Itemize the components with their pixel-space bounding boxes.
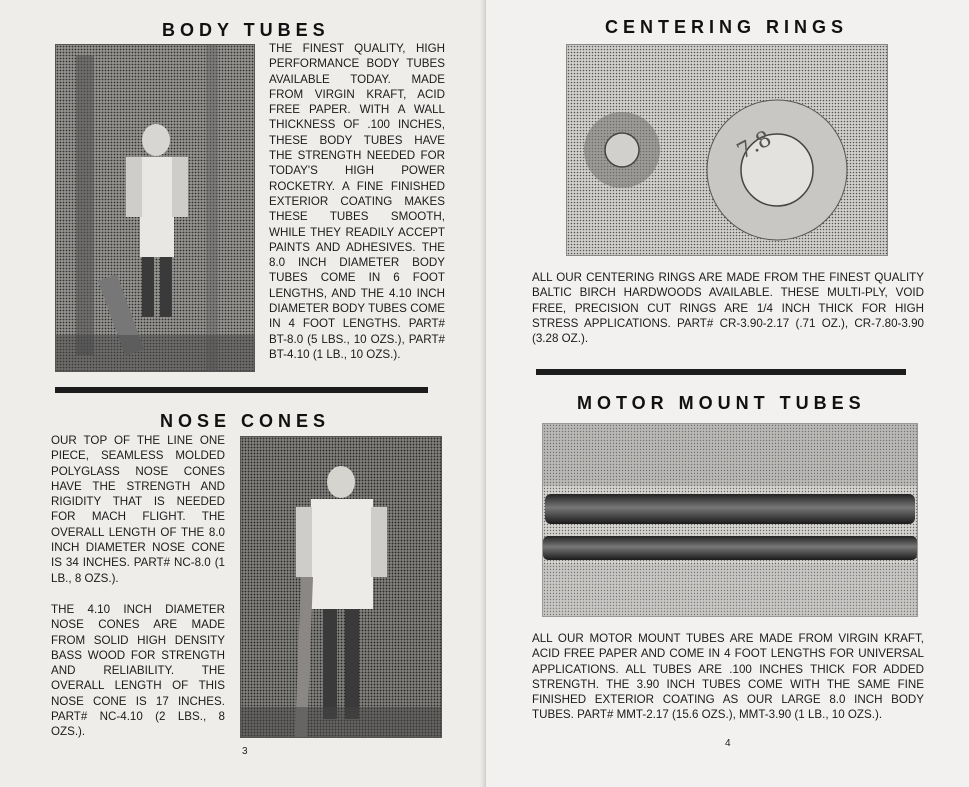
page-number-left: 3 — [242, 746, 248, 757]
nose-cones-description-1: OUR TOP OF THE LINE ONE PIECE, SEAMLESS MOLDED POLYGLASS NOSE CONES HAVE THE STRENGTH AND RIGIDITY THAT IS NEEDED FOR MACH FLIGHT. THE OVERALL LENGTH OF THE 8.0 INCH DIAMETER NOSE CONE IS 34 INCHES. PART# NC-8.0 (1 LB., 8 OZS.). — [51, 434, 225, 585]
motor-mount-tubes-description: ALL OUR MOTOR MOUNT TUBES ARE MADE FROM VIRGIN KRAFT, ACID FREE PAPER AND COME IN 4 FOOT LENGTHS FOR UNIVERSAL APPLICATIONS. ALL TUBES ARE .100 INCHES THICK FOR ADDED STRENGTH. THE 3.90 INCH TUBES COME WITH THE SAME FINE FINISHED EXTERIOR COATING AS OUR LARGE 8.0 INCH BODY TUBES. PART# MMT-2.17 (15.6 OZS.), MMT-3.90 (1 LB., 10 OZS.). — [532, 632, 924, 722]
centering-rings-heading: CENTERING RINGS — [605, 17, 849, 37]
section-divider-right — [536, 369, 906, 375]
ring-size-label: 7.8 — [733, 126, 776, 165]
page-number-right: 4 — [725, 738, 731, 749]
body-tubes-description: THE FINEST QUALITY, HIGH PERFORMANCE BODY TUBES AVAILABLE TODAY. MADE FROM VIRGIN KRAFT, ACID FREE PAPER. WITH A WALL THICKNESS OF .100 INCHES, THESE BODY TUBES HAVE THE STRENGTH NEEDED FOR TODAY'S HIGH POWER ROCKETRY. A FINE FINISHED EXTERIOR COATING MAKES THESE TUBES SMOOTH, WHILE THEY READILY ACCEPT PAINTS AND ADHESIVES. THE 8.0 INCH DIAMETER BODY TUBES COME IN 6 FOOT LENGTHS, AND THE 4.10 INCH DIAMETER BODY TUBES COME IN 4 FOOT LENGTHS. PART# BT-8.0 (5 LBS., 10 OZS.), PART# BT-4.10 (1 LB., 10 OZS.). — [269, 42, 445, 361]
right-page — [486, 0, 969, 787]
motor-mount-tubes-heading: MOTOR MOUNT TUBES — [577, 393, 866, 413]
body-tubes-heading: BODY TUBES — [162, 20, 330, 40]
nose-cones-heading: NOSE CONES — [160, 411, 331, 431]
section-divider — [55, 387, 428, 393]
centering-rings-photo — [566, 44, 888, 256]
motor-mount-tubes-photo — [542, 423, 918, 617]
nose-cones-description-2: THE 4.10 INCH DIAMETER NOSE CONES ARE MADE FROM SOLID HIGH DENSITY BASS WOOD FOR STRENGTH AND RELIABILITY. THE OVERALL LENGTH OF THIS NOSE CONE IS 17 INCHES. PART# NC-4.10 (2 LBS., 8 OZS.). — [51, 603, 225, 739]
nose-cones-photo — [240, 436, 442, 738]
body-tubes-photo — [55, 44, 255, 372]
centering-rings-description: ALL OUR CENTERING RINGS ARE MADE FROM THE FINEST QUALITY BALTIC BIRCH HARDWOODS AVAILABLE. THESE MULTI-PLY, VOID FREE, PRECISION CUT RINGS ARE 1/4 INCH THICK FOR HIGH STRESS APPLICATIONS. PART# CR-3.90-2.17 (.71 OZ.), CR-7.80-3.90 (3.28 OZ.). — [532, 271, 924, 346]
